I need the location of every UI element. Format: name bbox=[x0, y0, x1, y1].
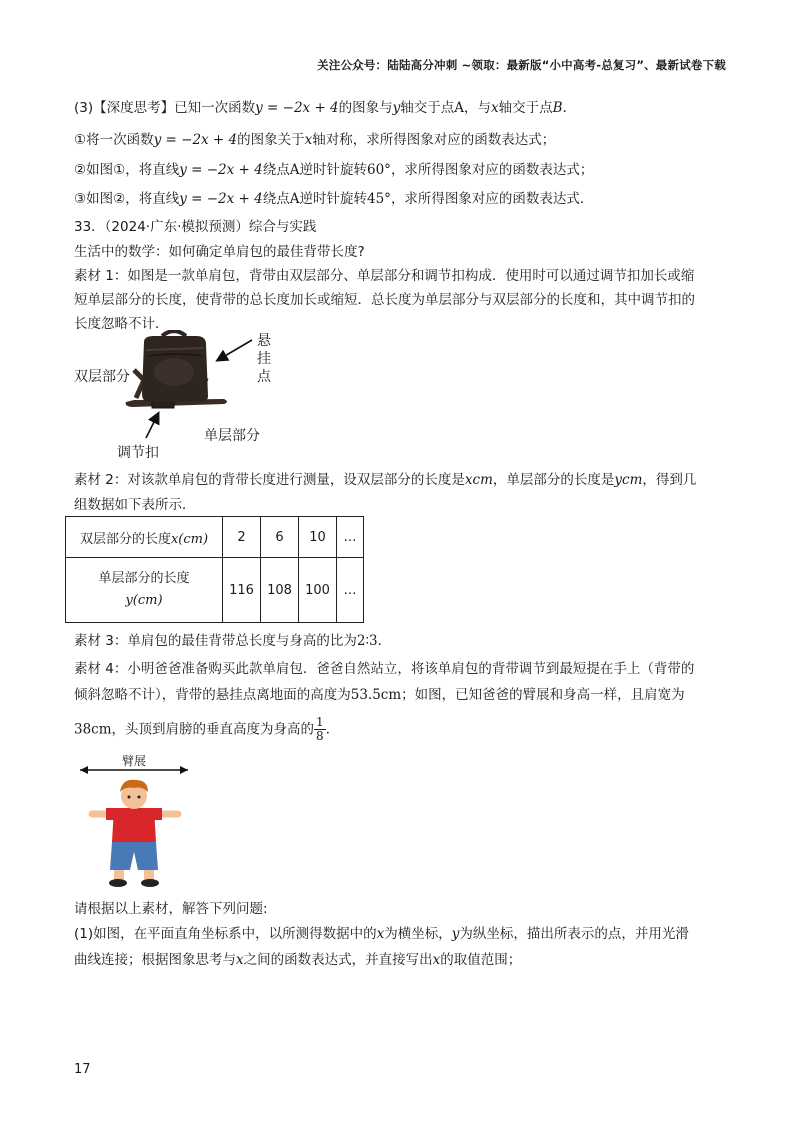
x-value: 6 bbox=[261, 517, 299, 558]
q33-title: 33．（2024·广东·模拟预测）综合与实践 bbox=[74, 219, 317, 235]
y-value: 100 bbox=[299, 558, 337, 623]
label-hang-2: 挂 bbox=[257, 351, 271, 367]
material2-line1: 素材 2：对该款单肩包的背带长度进行测量，设双层部分的长度是xcm，单层部分的长度是ycm，得到几 bbox=[74, 472, 697, 488]
material4-line3: 38cm，头顶到肩膀的垂直高度为身高的 $\frac{1}{8}$ ． bbox=[74, 715, 340, 743]
label-buckle: 调节扣 bbox=[117, 445, 159, 461]
material2-line2: 组数据如下表所示． bbox=[74, 497, 196, 513]
y-value: 108 bbox=[261, 558, 299, 623]
page-number: 17 bbox=[74, 1062, 91, 1077]
x-value: 2 bbox=[223, 517, 261, 558]
row2-header: 单层部分的长度 y(cm) bbox=[66, 558, 223, 623]
material4-line1: 素材 4：小明爸爸准备购买此款单肩包．爸爸自然站立，将该单肩包的背带调节到最短提在手上（背带的 bbox=[74, 661, 695, 677]
material4-line2: 倾斜忽略不计），背带的悬挂点离地面的高度为53.5cm；如图，已知爸爸的臂展和身高一样，且肩宽为 bbox=[74, 687, 685, 703]
material3: 素材 3：单肩包的最佳背带总长度与身高的比为2∶3． bbox=[74, 633, 392, 649]
y-value: 116 bbox=[223, 558, 261, 623]
part1-line2: 曲线连接；根据图象思考与x之间的函数表达式，并直接写出x的取值范围； bbox=[74, 952, 522, 968]
q3-sub2: ②如图①，将直线y = −2x + 4绕点A逆时针旋转60°，求所得图象对应的函数表达式； bbox=[74, 162, 594, 178]
table-row bbox=[66, 558, 364, 623]
x-value: 10 bbox=[299, 517, 337, 558]
material1-line2: 短单层部分的长度，使背带的总长度加长或缩短．总长度为单层部分与双层部分的长度和，其中调节扣的 bbox=[74, 292, 695, 308]
label-double-layer: 双层部分 bbox=[74, 369, 130, 385]
person-figure bbox=[74, 752, 204, 892]
label-hang-1: 悬 bbox=[257, 333, 271, 349]
strap-data-table bbox=[65, 516, 364, 623]
q33-subtitle: 生活中的数学：如何确定单肩包的最佳背带长度? bbox=[74, 244, 365, 260]
q3-sub3: ③如图②，将直线y = −2x + 4绕点A逆时针旋转45°，求所得图象对应的函数表达式． bbox=[74, 191, 594, 207]
fraction-one-eighth: $\frac{1}{8}$ bbox=[316, 715, 324, 743]
row1-header: 双层部分的长度x(cm) bbox=[66, 517, 223, 558]
q3-sub1: ①将一次函数y = −2x + 4的图象关于x轴对称，求所得图象对应的函数表达式； bbox=[74, 132, 556, 148]
label-hang-3: 点 bbox=[257, 369, 271, 385]
boy-illustration bbox=[74, 752, 204, 892]
table-row bbox=[66, 517, 364, 558]
answer-intro: 请根据以上素材，解答下列问题: bbox=[74, 901, 268, 917]
label-single-layer: 单层部分 bbox=[204, 428, 260, 444]
x-value: … bbox=[337, 517, 364, 558]
material1-line3: 长度忽略不计． bbox=[74, 316, 169, 332]
bag-arrows bbox=[74, 330, 304, 470]
part1-line1: (1)如图，在平面直角坐标系中，以所测得数据中的x为横坐标，y为纵坐标，描出所表示的点，并用光滑 bbox=[74, 926, 689, 942]
y-value: … bbox=[337, 558, 364, 623]
q3-stem: (3)【深度思考】已知一次函数y = −2x + 4的图象与y轴交于点A，与x轴交于点B． bbox=[74, 100, 577, 116]
page-header: 关注公众号：陆陆高分冲刺 ~领取：最新版“小中高考-总复习”、最新试卷下载 bbox=[317, 58, 726, 72]
material1-line1: 素材 1：如图是一款单肩包，背带由双层部分、单层部分和调节扣构成．使用时可以通过调节扣加长或缩 bbox=[74, 268, 695, 284]
arm-span-label: 臂展 bbox=[122, 754, 147, 768]
